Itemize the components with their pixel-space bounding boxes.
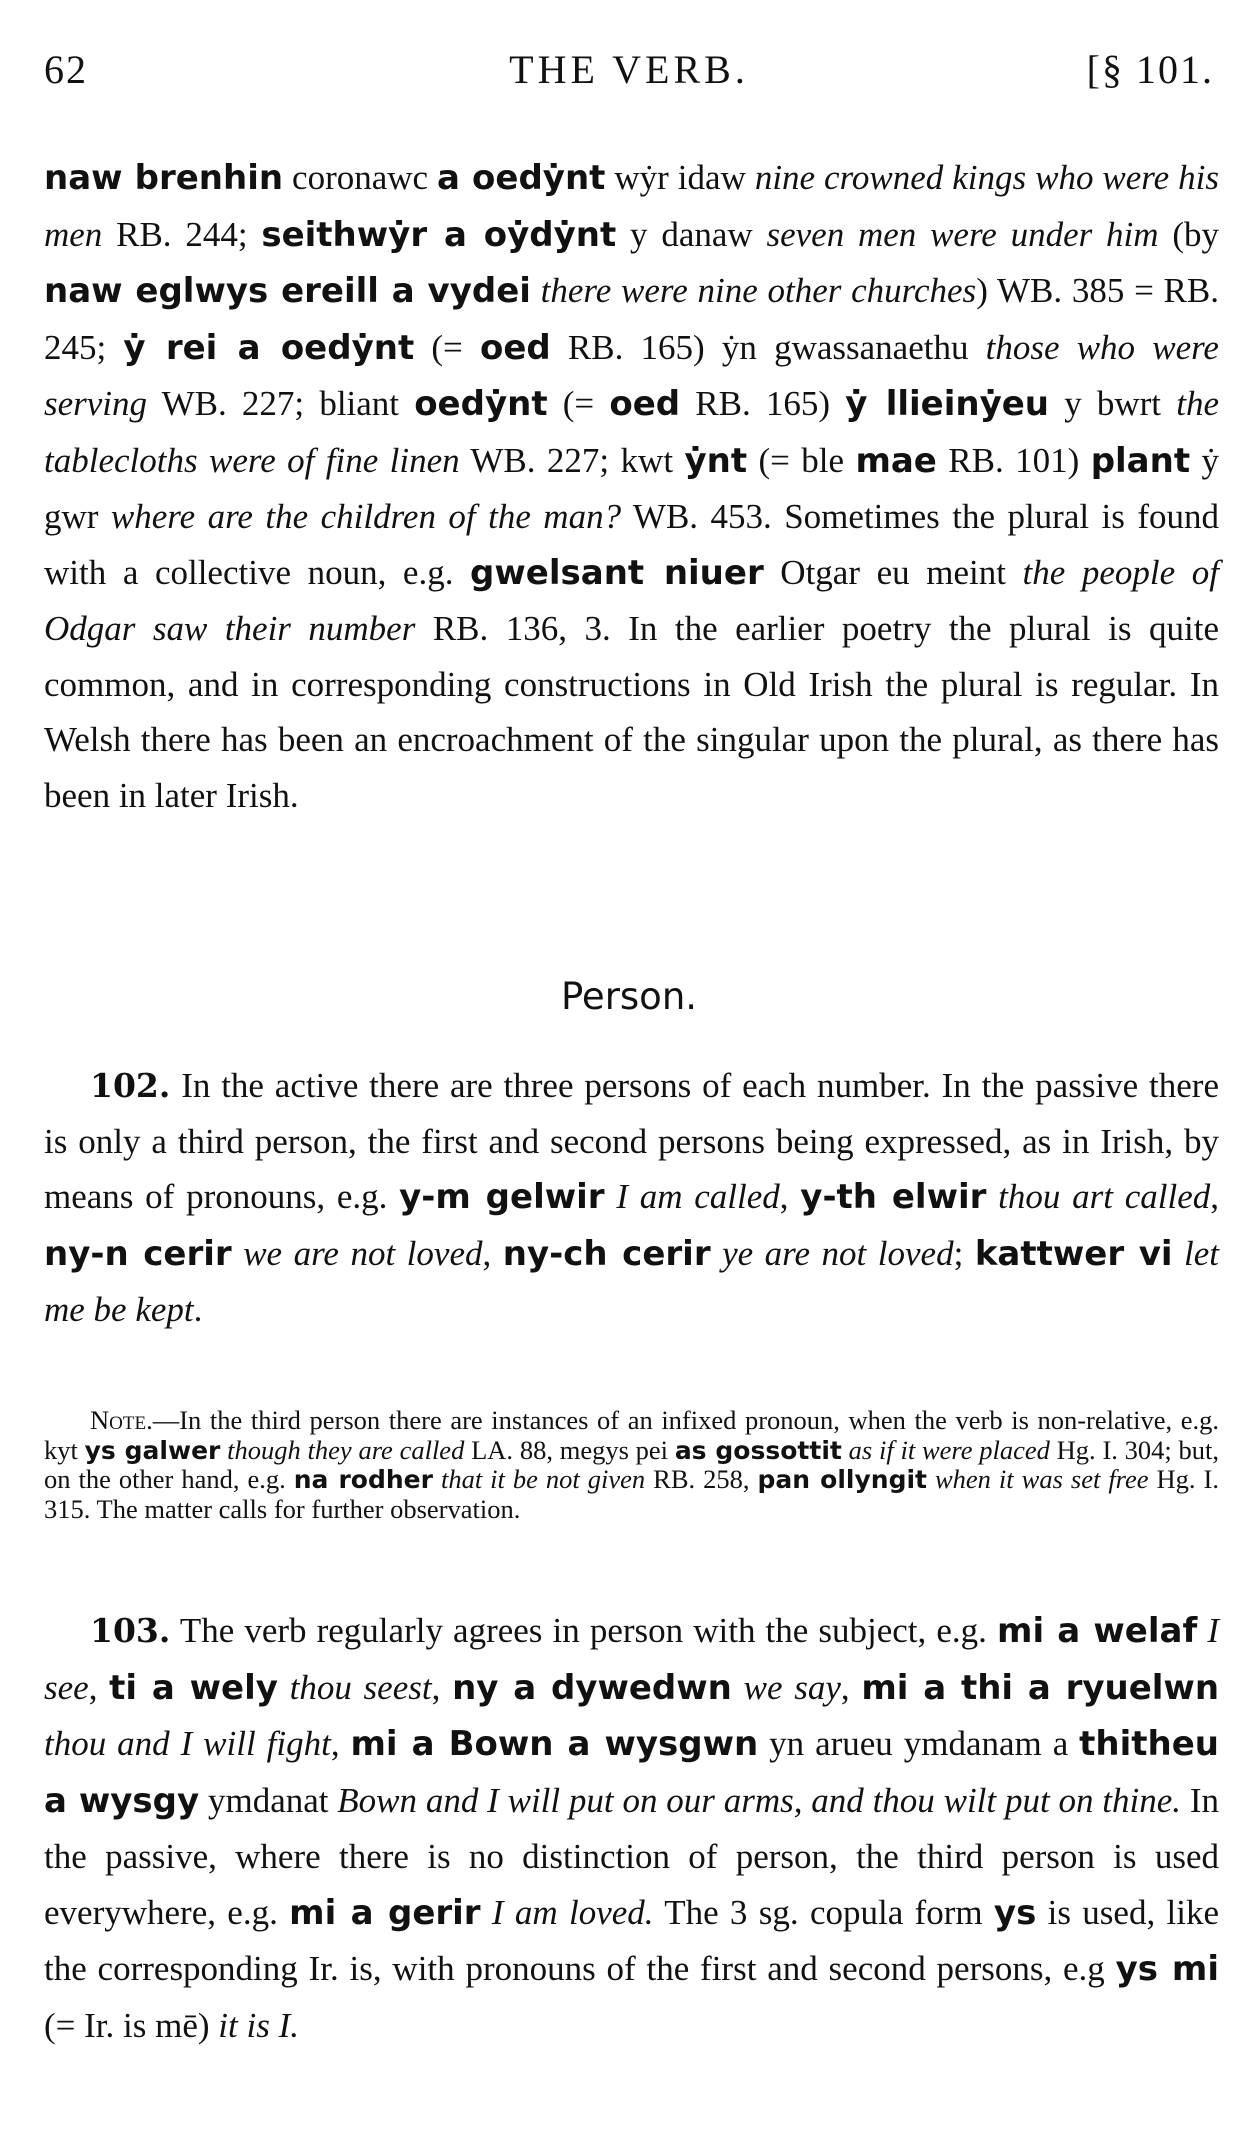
welsh-example: ẏ rei a oedẏnt <box>123 327 415 368</box>
welsh-example: naw brenhin <box>44 158 284 198</box>
english-gloss: Bown and I will put on our arms, and thou wilt put on thine. <box>337 1780 1182 1820</box>
text-run: ) WB. 385 = RB. 245; <box>44 271 1219 367</box>
text-run <box>927 1464 935 1494</box>
text-run: RB. 258, <box>645 1464 758 1494</box>
welsh-example: seithwẏr a oẏdẏnt <box>261 214 617 255</box>
welsh-example: plant <box>1090 440 1191 481</box>
paragraph-103-text <box>44 1611 1219 2045</box>
text-run: ; <box>953 1233 975 1273</box>
paragraph-number-102: 102. <box>90 1066 171 1105</box>
text-run: wẏr idaw <box>605 158 755 197</box>
english-gloss: though they are called <box>227 1434 465 1465</box>
english-gloss: as if it were placed <box>848 1434 1050 1465</box>
text-run: (= <box>414 327 480 367</box>
welsh-example: ny-ch cerir <box>502 1233 711 1274</box>
text-run <box>732 1668 744 1707</box>
text-run: RB. 136, 3. In the earlier poetry the plural is quite common, and in corresponding constructions in Old Irish the plural is regular. In Welsh there has been an encroachment of the singular upon the plural, as there has been in later Irish. <box>44 609 1219 815</box>
welsh-example: a oedẏnt <box>437 158 606 198</box>
text-run <box>842 1435 849 1465</box>
welsh-example: kattwer vi <box>974 1233 1173 1274</box>
text-run: LA. 88, megys pei <box>464 1434 675 1465</box>
english-gloss: we say <box>743 1667 841 1707</box>
welsh-example: ys mi <box>1115 1949 1219 1989</box>
text-run: WB. 453. Sometimes the plural is found with a collective noun, e.g. <box>44 497 1219 592</box>
text-run: In the active there are three persons of each number. In the passive there is only a third person, the first and second persons being expressed, as in Irish, by means of pronouns, e.g. <box>44 1066 1219 1216</box>
text-run <box>1197 1611 1207 1650</box>
english-gloss: that it be not given <box>440 1464 646 1494</box>
paragraph-plural-agreement <box>44 150 1219 823</box>
text-run: RB. 165) ẏn gwassanaethu <box>550 327 986 367</box>
text-run: yn arueu ymdanam a <box>758 1724 1080 1763</box>
text-run: ẏ gwr <box>44 440 1219 536</box>
welsh-example: mi a welaf <box>997 1611 1198 1651</box>
note-infixed-pronoun <box>44 1406 1219 1524</box>
english-gloss: nine crowned kings who were his men <box>44 158 1219 254</box>
english-gloss: I see <box>44 1611 1220 1707</box>
english-gloss: seven men were under him <box>766 214 1159 254</box>
english-gloss: thou art called <box>998 1177 1211 1216</box>
text-run: RB. 101) <box>936 440 1091 480</box>
text-run: is used, like the corresponding Ir. is, with pronouns of the first and second persons, e.g <box>44 1892 1219 1988</box>
text-run: Hg. I. 315. The matter calls for further observation. <box>44 1464 1219 1524</box>
text-run: , <box>779 1177 801 1216</box>
welsh-example: mi a Bown a wysgwn <box>350 1724 759 1764</box>
text-run: , <box>840 1667 862 1707</box>
text-run: (= <box>547 384 610 423</box>
running-header <box>44 46 1214 106</box>
text-run <box>232 1234 244 1273</box>
paragraph-102 <box>44 1058 1219 1338</box>
text-run: y danaw <box>616 214 767 254</box>
welsh-example: ny-n cerir <box>44 1233 232 1274</box>
welsh-example: y-m gelwir <box>399 1177 605 1217</box>
welsh-example: mae <box>855 440 937 481</box>
running-title: THE VERB. <box>509 47 749 92</box>
welsh-example: mi a gerir <box>289 1892 481 1933</box>
paragraph-102-text <box>44 1066 1219 1329</box>
text-run: The 3 sg. copula form <box>653 1892 994 1932</box>
english-gloss: it is I. <box>218 2005 299 2045</box>
paragraph-number-103: 103. <box>90 1611 171 1650</box>
text-run: , <box>1210 1177 1219 1216</box>
text-run <box>433 1464 441 1494</box>
welsh-example: ny a dywedwn <box>452 1667 732 1708</box>
welsh-example: ys galwer <box>84 1435 221 1465</box>
section-reference: [§ 101. <box>1086 47 1214 92</box>
welsh-example: ẏnt <box>684 440 748 481</box>
welsh-example: y-th elwir <box>800 1177 987 1217</box>
english-gloss: thou seest <box>289 1667 432 1707</box>
text-run <box>605 1177 617 1216</box>
welsh-example: pan ollyngit <box>757 1465 927 1494</box>
welsh-example: ys <box>993 1892 1037 1933</box>
welsh-example: mi a thi a ryuelwn <box>861 1667 1220 1708</box>
text-run <box>1173 1234 1185 1273</box>
english-gloss: ye are not loved <box>722 1233 954 1273</box>
english-gloss: let me be kept <box>44 1233 1220 1329</box>
english-gloss: the people of Odgar saw their number <box>44 552 1219 648</box>
text-run <box>481 1893 492 1932</box>
text-run: ymdanat <box>199 1780 338 1820</box>
text-run: WB. 227; kwt <box>459 440 685 480</box>
text-run <box>278 1668 290 1707</box>
text-run: RB. 165) <box>680 384 846 423</box>
english-gloss: there were nine other churches <box>540 271 977 310</box>
welsh-example: oed <box>479 327 551 368</box>
welsh-example: as gossottit <box>674 1435 842 1465</box>
text-run: . <box>193 1290 203 1329</box>
text-run: coronawc <box>283 158 438 197</box>
welsh-example: ẏ llieinẏeu <box>845 384 1050 424</box>
section-heading-person: Person. <box>560 975 698 1018</box>
note-label: Note <box>90 1405 147 1435</box>
welsh-example: gwelsant niuer <box>470 552 764 593</box>
english-gloss: I am loved. <box>491 1892 654 1932</box>
welsh-example: na rodher <box>293 1465 433 1494</box>
english-gloss: the tablecloths were of fine linen <box>44 384 1219 480</box>
page-number: 62 <box>44 47 88 92</box>
english-gloss: thou and I will fight <box>44 1724 331 1763</box>
text-run: (by <box>1158 214 1219 254</box>
english-gloss: those who were serving <box>44 327 1219 423</box>
welsh-example: thitheu a wysgy <box>44 1724 1220 1821</box>
welsh-example: oed <box>609 384 681 424</box>
text-run: (= ble <box>747 440 856 480</box>
text-run: RB. 244; <box>102 214 262 254</box>
english-gloss: I am called <box>616 1177 780 1216</box>
text-run: In the passive, where there is no distinction of person, the third person is used everywhere, e.g. <box>44 1780 1219 1932</box>
text-run: The verb regularly agrees in person with the subject, e.g. <box>170 1611 998 1650</box>
text-run: , <box>431 1667 453 1707</box>
text-run: , <box>482 1233 503 1273</box>
english-gloss: where are the children of the man? <box>110 497 622 536</box>
text-run: WB. 227; bliant <box>147 384 415 423</box>
text-run <box>711 1234 723 1273</box>
text-run: , <box>330 1724 351 1763</box>
english-gloss: we are not loved <box>243 1233 483 1273</box>
text-run: , <box>88 1667 110 1707</box>
paragraph-103 <box>44 1603 1219 2053</box>
welsh-example: naw eglwys ereill a vydei <box>44 271 531 311</box>
english-gloss: when it was set free <box>934 1464 1149 1494</box>
text-run <box>986 1177 998 1216</box>
text-run: y bwrt <box>1049 384 1177 423</box>
text-run: Hg. I. 304; but, on the other hand, e.g. <box>44 1434 1220 1494</box>
text-run: (= Ir. is mē) <box>44 2005 219 2045</box>
text-run: Otgar eu meint <box>763 552 1023 592</box>
text-run: .—In the third person there are instances of an infixed pronoun, when the verb is non-relative, e.g. kyt <box>44 1405 1219 1465</box>
welsh-example: oedẏnt <box>414 384 548 424</box>
welsh-example: ti a wely <box>109 1667 278 1708</box>
text-run <box>531 271 541 310</box>
